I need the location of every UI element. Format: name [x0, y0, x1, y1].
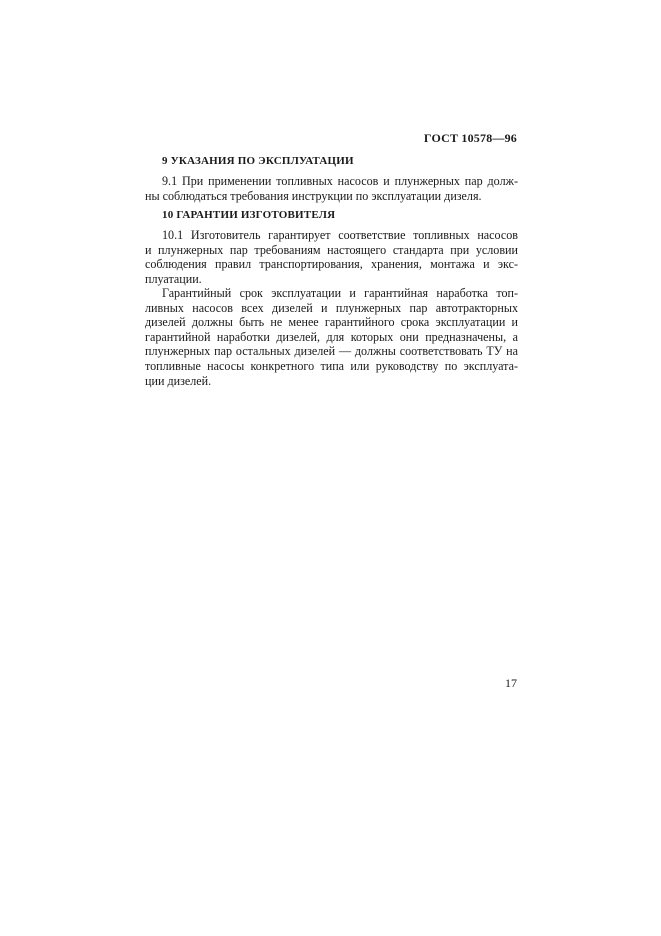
- text-line: и плунжерных пар требованиям настоящего стандарта при условии: [145, 242, 518, 257]
- page-number: 17: [505, 676, 517, 690]
- section-9-title: 9 УКАЗАНИЯ ПО ЭКСПЛУАТАЦИИ: [162, 155, 354, 167]
- section-10-title: 10 ГАРАНТИИ ИЗГОТОВИТЕЛЯ: [162, 209, 336, 221]
- text-line: ции дизелей.: [145, 373, 212, 388]
- section-10-paragraph-1: [145, 228, 518, 286]
- text-line: 10.1 Изготовитель гарантирует соответствие топливных насосов: [162, 228, 518, 242]
- text-line: плунжерных пар остальных дизелей — должны соответствовать ТУ на: [145, 344, 518, 359]
- text-line: ливных насосов всех дизелей и плунжерных пар автотракторных: [145, 300, 518, 315]
- text-line: гарантийной наработки дизелей, для которых они предназначены, а: [145, 329, 518, 344]
- document-code: ГОСТ 10578—96: [423, 131, 517, 145]
- text-line: 9.1 При применении топливных насосов и плунжерных пар долж-: [162, 174, 518, 188]
- text-line: дизелей должны быть не менее гарантийного срока эксплуатации и: [145, 315, 518, 330]
- section-9-paragraph-1: [145, 174, 518, 203]
- text-line: ны соблюдаться требования инструкции по эксплуатации дизеля.: [145, 188, 482, 203]
- section-10-paragraph-2: [145, 286, 518, 388]
- text-line: Гарантийный срок эксплуатации и гарантийная наработка топ-: [162, 286, 518, 300]
- text-line: плуатации.: [145, 271, 202, 286]
- text-line: топливные насосы конкретного типа или руководству по эксплуата-: [145, 358, 518, 373]
- text-line: соблюдения правил транспортирования, хранения, монтажа и экс-: [145, 257, 518, 272]
